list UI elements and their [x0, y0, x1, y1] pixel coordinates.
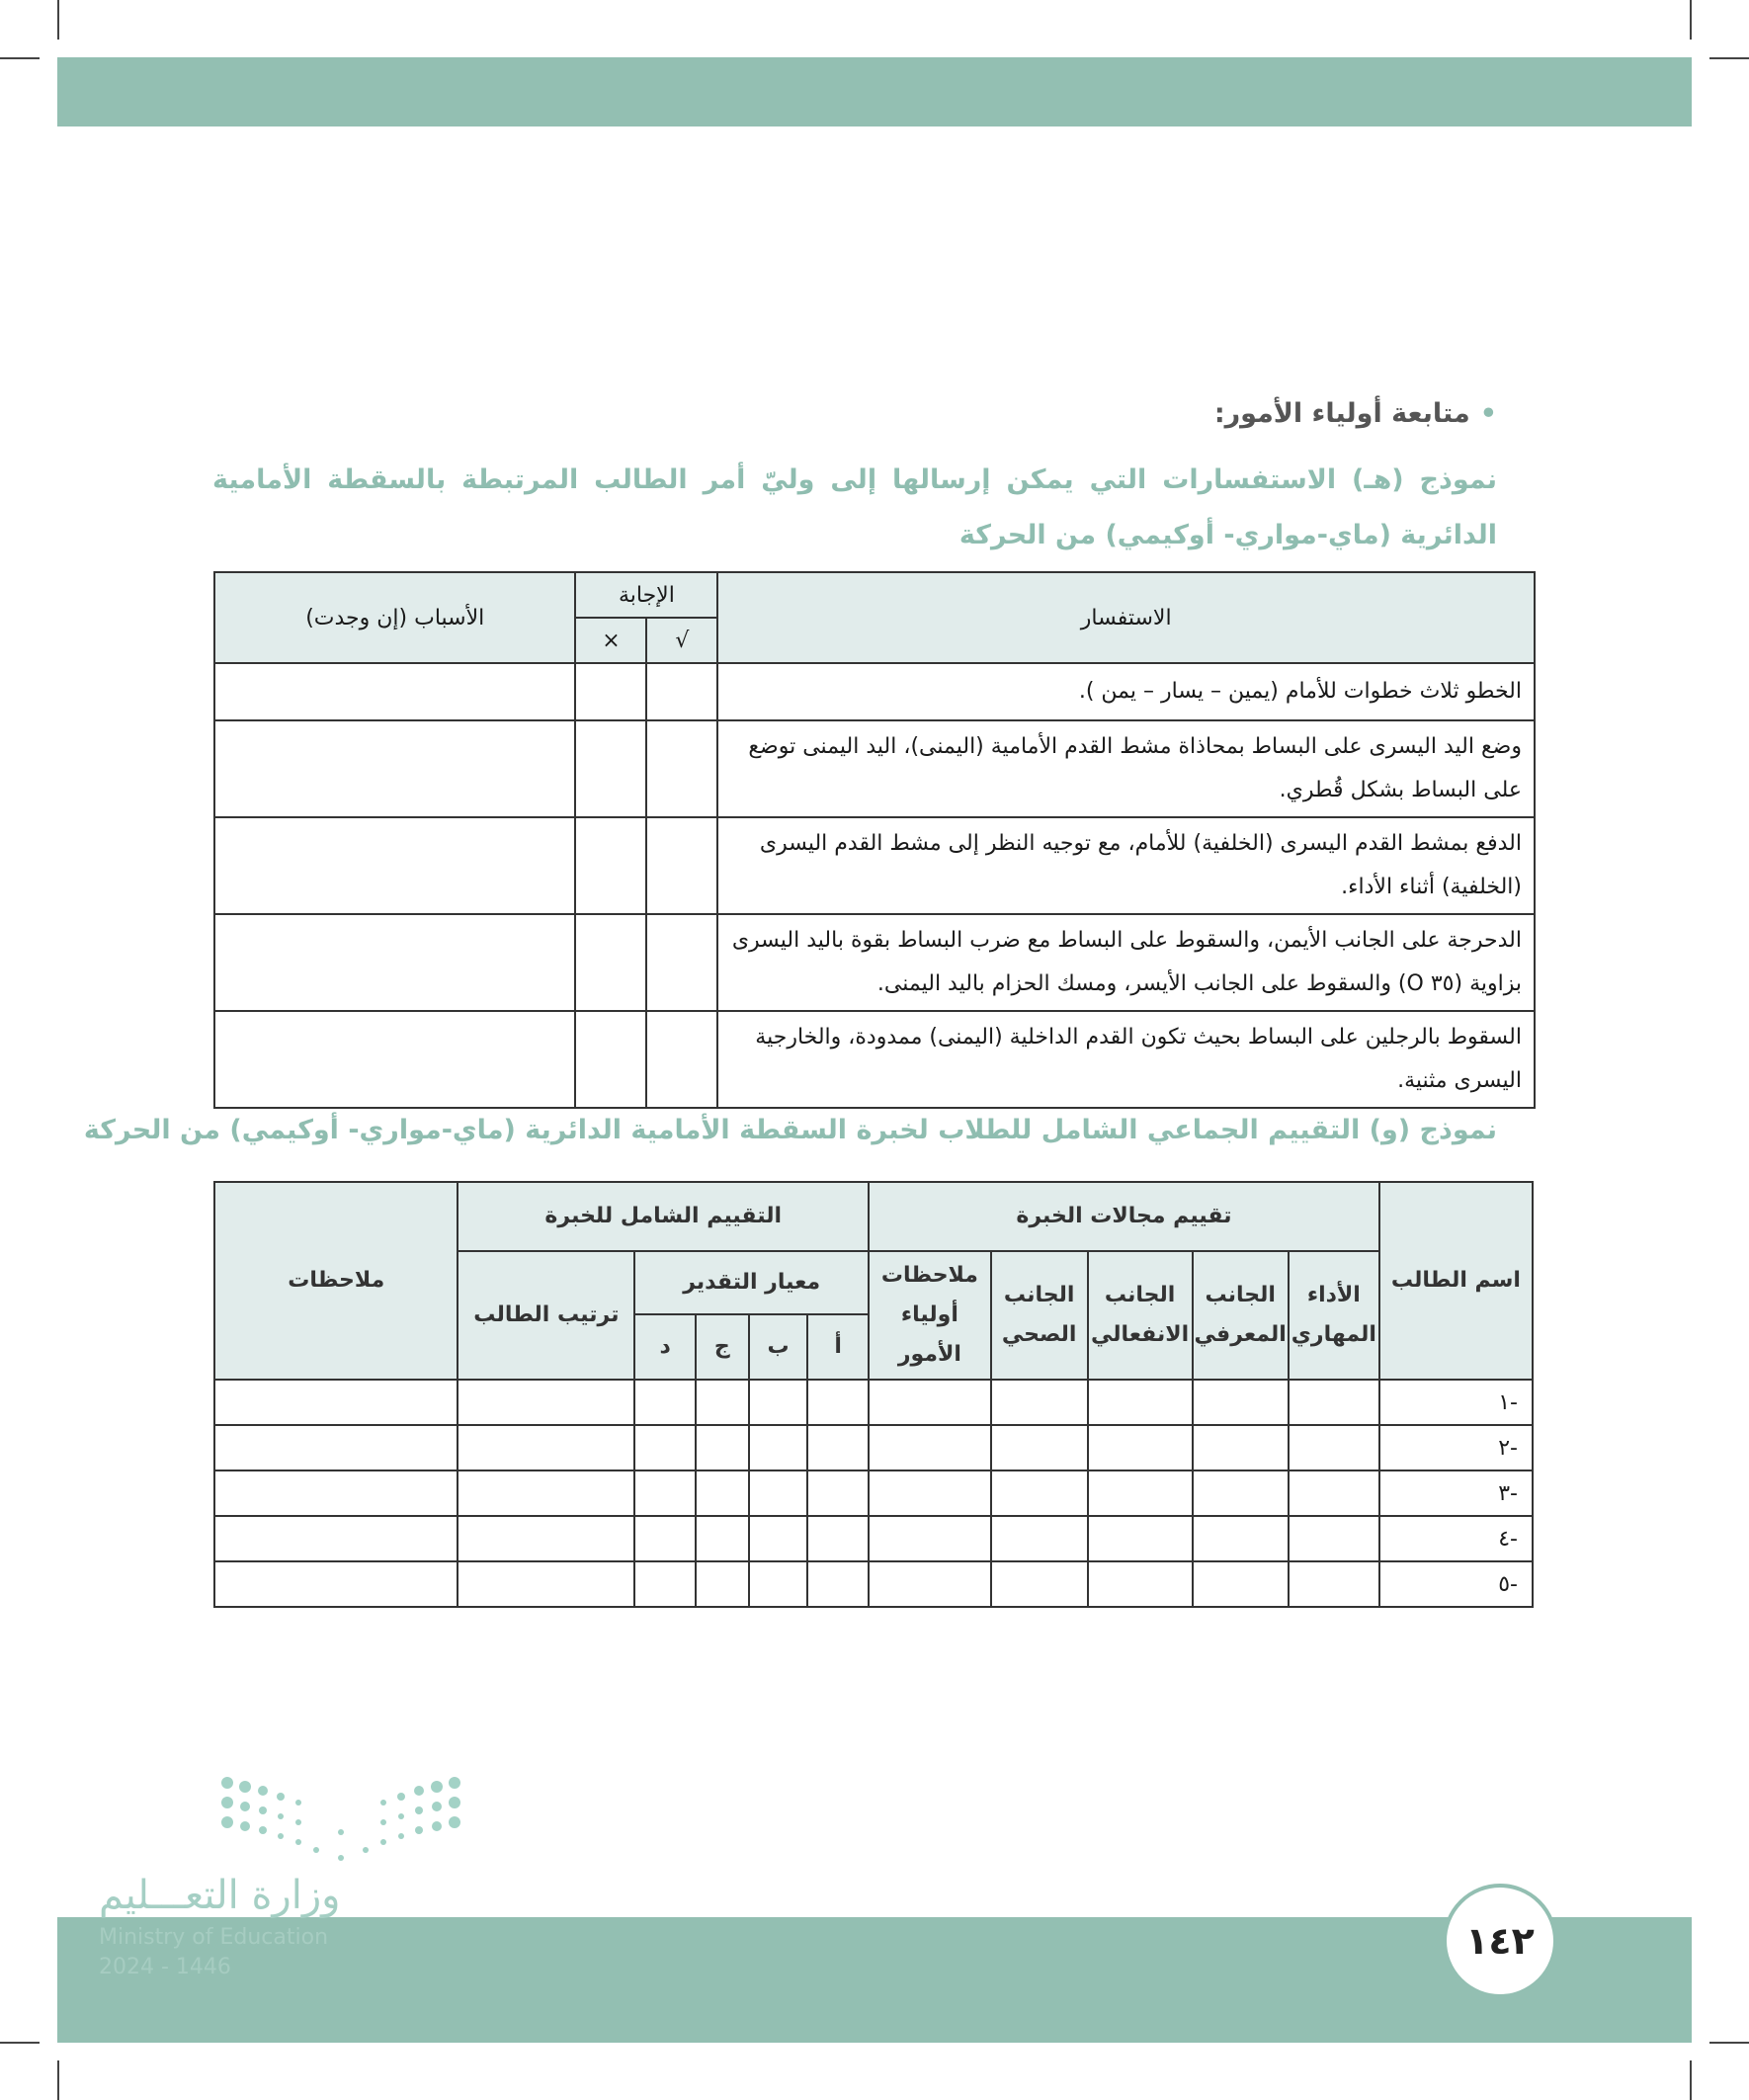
student-number: -١: [1379, 1380, 1533, 1425]
crop-mark: [57, 0, 59, 40]
eval-cell[interactable]: [991, 1380, 1088, 1425]
criteria-header: معيار التقدير: [634, 1251, 869, 1314]
eval-cell[interactable]: [1289, 1516, 1379, 1561]
no-cell[interactable]: [575, 817, 646, 914]
eval-cell[interactable]: [807, 1425, 869, 1470]
answer-header: الإجابة: [575, 572, 717, 618]
eval-cell[interactable]: [634, 1380, 696, 1425]
eval-cell[interactable]: [1289, 1561, 1379, 1607]
yes-cell[interactable]: [646, 914, 717, 1011]
eval-cell[interactable]: [696, 1561, 749, 1607]
eval-cell[interactable]: [1088, 1425, 1193, 1470]
model-w-title: نموذج (و) التقييم الجماعي الشامل للطلاب لخبرة السقطة الأمامية الدائرية (ماي-مواري- أوكيمي) من الحركة: [83, 1115, 1497, 1145]
evaluation-table: [213, 1181, 1534, 1608]
no-cell[interactable]: [575, 663, 646, 720]
reasons-cell[interactable]: [214, 914, 575, 1011]
inquiries-table: [213, 571, 1536, 1109]
eval-cell[interactable]: [1193, 1425, 1289, 1470]
eval-cell[interactable]: [991, 1470, 1088, 1516]
eval-cell[interactable]: [869, 1561, 991, 1607]
crop-mark: [1709, 2042, 1749, 2044]
reasons-cell[interactable]: [214, 817, 575, 914]
cognitive-header: الجانب المعرفي: [1193, 1251, 1289, 1380]
section-title: [1214, 398, 1497, 429]
no-cell[interactable]: [575, 720, 646, 817]
eval-cell[interactable]: [634, 1470, 696, 1516]
eval-cell[interactable]: [214, 1516, 458, 1561]
eval-cell[interactable]: [1193, 1516, 1289, 1561]
eval-cell[interactable]: [869, 1380, 991, 1425]
table-row: [214, 1425, 1533, 1470]
eval-cell[interactable]: [214, 1470, 458, 1516]
no-cell[interactable]: [575, 1011, 646, 1108]
rank-header: ترتيب الطالب: [458, 1251, 634, 1380]
eval-cell[interactable]: [991, 1561, 1088, 1607]
crop-mark: [0, 2042, 40, 2044]
eval-cell[interactable]: [458, 1380, 634, 1425]
eval-cell[interactable]: [214, 1425, 458, 1470]
section-title-text: متابعة أولياء الأمور:: [1213, 398, 1470, 429]
eval-cell[interactable]: [458, 1561, 634, 1607]
eval-cell[interactable]: [1289, 1470, 1379, 1516]
student-name-header: اسم الطالب: [1379, 1182, 1533, 1380]
eval-cell[interactable]: [749, 1470, 808, 1516]
model-h-title: نموذج (هـ) الاستفسارات التي يمكن إرسالها إلى وليّ أمر الطالب المرتبطة بالسقطة الأمامية الدائرية (ماي-مواري- أوكيمي) من الحركة: [212, 464, 1497, 550]
eval-cell[interactable]: [696, 1516, 749, 1561]
eval-cell[interactable]: [1193, 1380, 1289, 1425]
eval-cell[interactable]: [869, 1470, 991, 1516]
eval-cell[interactable]: [807, 1380, 869, 1425]
areas-header: تقييم مجالات الخبرة: [869, 1182, 1379, 1251]
eval-cell[interactable]: [749, 1425, 808, 1470]
table-row: [214, 1516, 1533, 1561]
eval-cell[interactable]: [991, 1516, 1088, 1561]
reasons-cell[interactable]: [214, 1011, 575, 1108]
ministry-name-ar: وزارة التعـــليم: [99, 1873, 341, 1918]
eval-cell[interactable]: [696, 1425, 749, 1470]
eval-cell[interactable]: [1088, 1380, 1193, 1425]
top-color-band: [57, 57, 1692, 126]
parents-notes-header: ملاحظات أولياء الأمور: [869, 1251, 991, 1380]
eval-cell[interactable]: [869, 1425, 991, 1470]
eval-cell[interactable]: [869, 1516, 991, 1561]
table-row: [214, 1561, 1533, 1607]
reasons-cell[interactable]: [214, 720, 575, 817]
yes-cell[interactable]: [646, 817, 717, 914]
inquiry-cell: السقوط بالرجلين على البساط بحيث تكون القدم الداخلية (اليمنى) ممدودة، والخارجية اليسرى مثنية.: [717, 1011, 1535, 1108]
student-number: -٤: [1379, 1516, 1533, 1561]
eval-cell[interactable]: [214, 1380, 458, 1425]
inquiry-cell: وضع اليد اليسرى على البساط بمحاذاة مشط القدم الأمامية (اليمنى)، اليد اليمنى توضع على البساط بشكل قُطري.: [717, 720, 1535, 817]
edition-year: 2024 - 1446: [99, 1955, 231, 1979]
inquiry-header: الاستفسار: [717, 572, 1535, 663]
table-row: [214, 1470, 1533, 1516]
crop-mark: [0, 57, 40, 59]
eval-cell[interactable]: [634, 1425, 696, 1470]
eval-cell[interactable]: [696, 1380, 749, 1425]
student-number: -٥: [1379, 1561, 1533, 1607]
yes-cell[interactable]: [646, 720, 717, 817]
student-number: -٣: [1379, 1470, 1533, 1516]
yes-cell[interactable]: [646, 663, 717, 720]
eval-cell[interactable]: [749, 1380, 808, 1425]
eval-cell[interactable]: [696, 1470, 749, 1516]
no-header: ×: [575, 618, 646, 663]
health-header: الجانب الصحي: [991, 1251, 1088, 1380]
eval-cell[interactable]: [1289, 1380, 1379, 1425]
yes-cell[interactable]: [646, 1011, 717, 1108]
student-number: -٢: [1379, 1425, 1533, 1470]
inquiry-cell: الخطو ثلاث خطوات للأمام (يمين – يسار – يمن ).: [717, 663, 1535, 720]
eval-cell[interactable]: [458, 1425, 634, 1470]
eval-cell[interactable]: [749, 1561, 808, 1607]
bullet-icon: •: [1479, 398, 1497, 429]
eval-cell[interactable]: [807, 1561, 869, 1607]
no-cell[interactable]: [575, 914, 646, 1011]
overall-header: التقييم الشامل للخبرة: [458, 1182, 869, 1251]
crop-mark: [1709, 57, 1749, 59]
eval-cell[interactable]: [458, 1516, 634, 1561]
ministry-name-en: Ministry of Education: [99, 1925, 329, 1950]
eval-cell[interactable]: [807, 1470, 869, 1516]
eval-cell[interactable]: [214, 1561, 458, 1607]
eval-cell[interactable]: [1088, 1561, 1193, 1607]
eval-cell[interactable]: [634, 1561, 696, 1607]
eval-cell[interactable]: [634, 1516, 696, 1561]
notes-header: ملاحظات: [214, 1182, 458, 1380]
crop-mark: [57, 2060, 59, 2100]
eval-cell[interactable]: [1289, 1425, 1379, 1470]
skill-header: الأداء المهاري: [1289, 1251, 1379, 1380]
reasons-cell[interactable]: [214, 663, 575, 720]
emotional-header: الجانب الانفعالي: [1088, 1251, 1193, 1380]
grade-c-header: ج: [696, 1314, 749, 1380]
eval-cell[interactable]: [749, 1516, 808, 1561]
eval-cell[interactable]: [1193, 1561, 1289, 1607]
crop-mark: [1690, 2060, 1692, 2100]
reasons-header: الأسباب (إن وجدت): [214, 572, 575, 663]
crop-mark: [1690, 0, 1692, 40]
eval-cell[interactable]: [1193, 1470, 1289, 1516]
inquiry-cell: الدحرجة على الجانب الأيمن، والسقوط على البساط مع ضرب البساط بقوة باليد اليسرى بزاوية (٣٥ O) والسقوط على الجانب الأيسر، ومسك الحزام باليد اليمنى.: [717, 914, 1535, 1011]
inquiry-cell: الدفع بمشط القدم اليسرى (الخلفية) للأمام، مع توجيه النظر إلى مشط القدم اليسرى (الخلفية) أثناء الأداء.: [717, 817, 1535, 914]
grade-b-header: ب: [749, 1314, 808, 1380]
page-number: ١٤٢: [1443, 1884, 1557, 1998]
eval-cell[interactable]: [458, 1470, 634, 1516]
grade-d-header: د: [634, 1314, 696, 1380]
eval-cell[interactable]: [1088, 1516, 1193, 1561]
eval-cell[interactable]: [807, 1516, 869, 1561]
table-row: [214, 1380, 1533, 1425]
grade-a-header: أ: [807, 1314, 869, 1380]
eval-cell[interactable]: [991, 1425, 1088, 1470]
yes-header: √: [646, 618, 717, 663]
eval-cell[interactable]: [1088, 1470, 1193, 1516]
